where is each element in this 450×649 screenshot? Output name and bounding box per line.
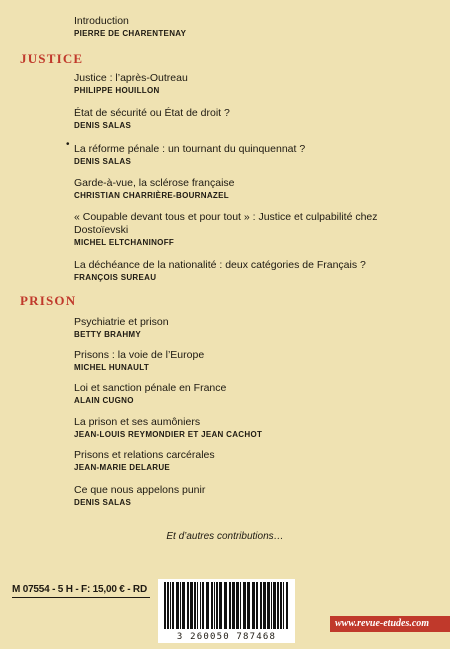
section-heading-prison: PRISON	[20, 293, 77, 308]
entry-author: DENIS SALAS	[74, 121, 132, 130]
website-url[interactable]: www.revue-etudes.com	[330, 616, 450, 632]
section-heading-justice: JUSTICE	[20, 51, 84, 66]
entry-title: La réforme pénale : un tournant du quinquennat ?	[74, 143, 306, 155]
barcode-bar	[271, 582, 272, 629]
barcode-bar	[200, 582, 201, 629]
barcode-bars	[158, 579, 295, 631]
more-contributions-note: Et d’autres contributions…	[166, 531, 284, 542]
entry-title: Prisons et relations carcérales	[74, 449, 215, 461]
barcode-bar	[206, 582, 209, 629]
entry-title: La prison et ses aumôniers	[74, 416, 201, 428]
entry-title: Introduction	[74, 15, 129, 27]
entry-author: DENIS SALAS	[74, 498, 132, 507]
barcode-bar	[224, 582, 227, 629]
barcode-bar	[273, 582, 276, 629]
barcode-bar	[280, 582, 282, 629]
toc-entry	[74, 143, 444, 167]
toc-entry	[74, 349, 444, 373]
barcode-bar	[182, 582, 185, 629]
entry-title: Justice : l’après-Outreau	[74, 72, 188, 84]
entry-author: ALAIN CUGNO	[74, 396, 134, 405]
barcode-bar	[194, 582, 196, 629]
barcode-bar	[256, 582, 258, 629]
barcode-bar	[263, 582, 266, 629]
barcode-bar	[232, 582, 235, 629]
barcode-bar	[286, 582, 288, 629]
entry-author: PIERRE DE CHARENTENAY	[74, 29, 187, 38]
barcode-bar	[170, 582, 171, 629]
barcode-bar	[267, 582, 270, 629]
toc-entry	[74, 416, 444, 440]
barcode-bar	[211, 582, 213, 629]
entry-title: Ce que nous appelons punir	[74, 484, 206, 496]
barcode-bar	[202, 582, 204, 629]
barcode-bar	[283, 582, 284, 629]
entry-author: JEAN-LOUIS REYMONDIER ET JEAN CACHOT	[74, 430, 263, 439]
price-code: M 07554 - 5 H - F: 15,00 € - RD	[12, 584, 147, 595]
toc-entry	[74, 177, 444, 201]
bullet-mark: •	[66, 139, 70, 150]
barcode-bar	[214, 582, 215, 629]
entry-author: MICHEL HUNAULT	[74, 363, 150, 372]
barcode-bar	[219, 582, 222, 629]
entry-title: Psychiatrie et prison	[74, 316, 169, 328]
toc-entry	[74, 72, 444, 96]
toc-entry	[74, 107, 444, 131]
barcode-bar	[252, 582, 255, 629]
entry-title: Prisons : la voie de l’Europe	[74, 349, 205, 361]
entry-author: FRANÇOIS SUREAU	[74, 273, 157, 282]
barcode-bar	[236, 582, 239, 629]
barcode-bar	[167, 582, 169, 629]
entry-author: MICHEL ELTCHANINOFF	[74, 238, 175, 247]
barcode-bar	[229, 582, 231, 629]
entry-title: Garde-à-vue, la sclérose française	[74, 177, 235, 189]
barcode-bar	[247, 582, 250, 629]
entry-title: État de sécurité ou État de droit ?	[74, 107, 230, 119]
barcode	[158, 579, 295, 643]
barcode-number: 3 260050 787468	[176, 632, 277, 642]
entry-author: BETTY BRAHMY	[74, 330, 142, 339]
toc-entry	[74, 259, 444, 283]
entry-title: La déchéance de la nationalité : deux catégories de Français ?	[74, 259, 366, 271]
barcode-bar	[176, 582, 179, 629]
barcode-bar	[164, 582, 166, 629]
barcode-bar	[190, 582, 193, 629]
barcode-bar	[197, 582, 198, 629]
toc-entry	[74, 316, 444, 340]
entry-title: Loi et sanction pénale en France	[74, 382, 227, 394]
barcode-bar	[243, 582, 246, 629]
price-underline	[12, 597, 150, 598]
entry-author: DENIS SALAS	[74, 157, 132, 166]
barcode-bar	[277, 582, 279, 629]
toc-entry	[74, 449, 444, 473]
barcode-bar	[260, 582, 262, 629]
entry-author: JEAN-MARIE DELARUE	[74, 463, 171, 472]
toc-entry	[74, 211, 444, 248]
barcode-bar	[180, 582, 181, 629]
toc-entry	[74, 382, 444, 406]
toc-entry	[74, 484, 444, 508]
toc-entry-introduction	[74, 15, 444, 39]
entry-title: « Coupable devant tous et pour tout » : Justice et culpabilité chez Dostoïevski	[74, 211, 378, 236]
barcode-bar	[216, 582, 218, 629]
entry-author: CHRISTIAN CHARRIÈRE-BOURNAZEL	[74, 191, 229, 200]
barcode-bar	[172, 582, 174, 629]
barcode-bar	[187, 582, 189, 629]
entry-author: PHILIPPE HOUILLON	[74, 86, 160, 95]
barcode-bar	[240, 582, 241, 629]
